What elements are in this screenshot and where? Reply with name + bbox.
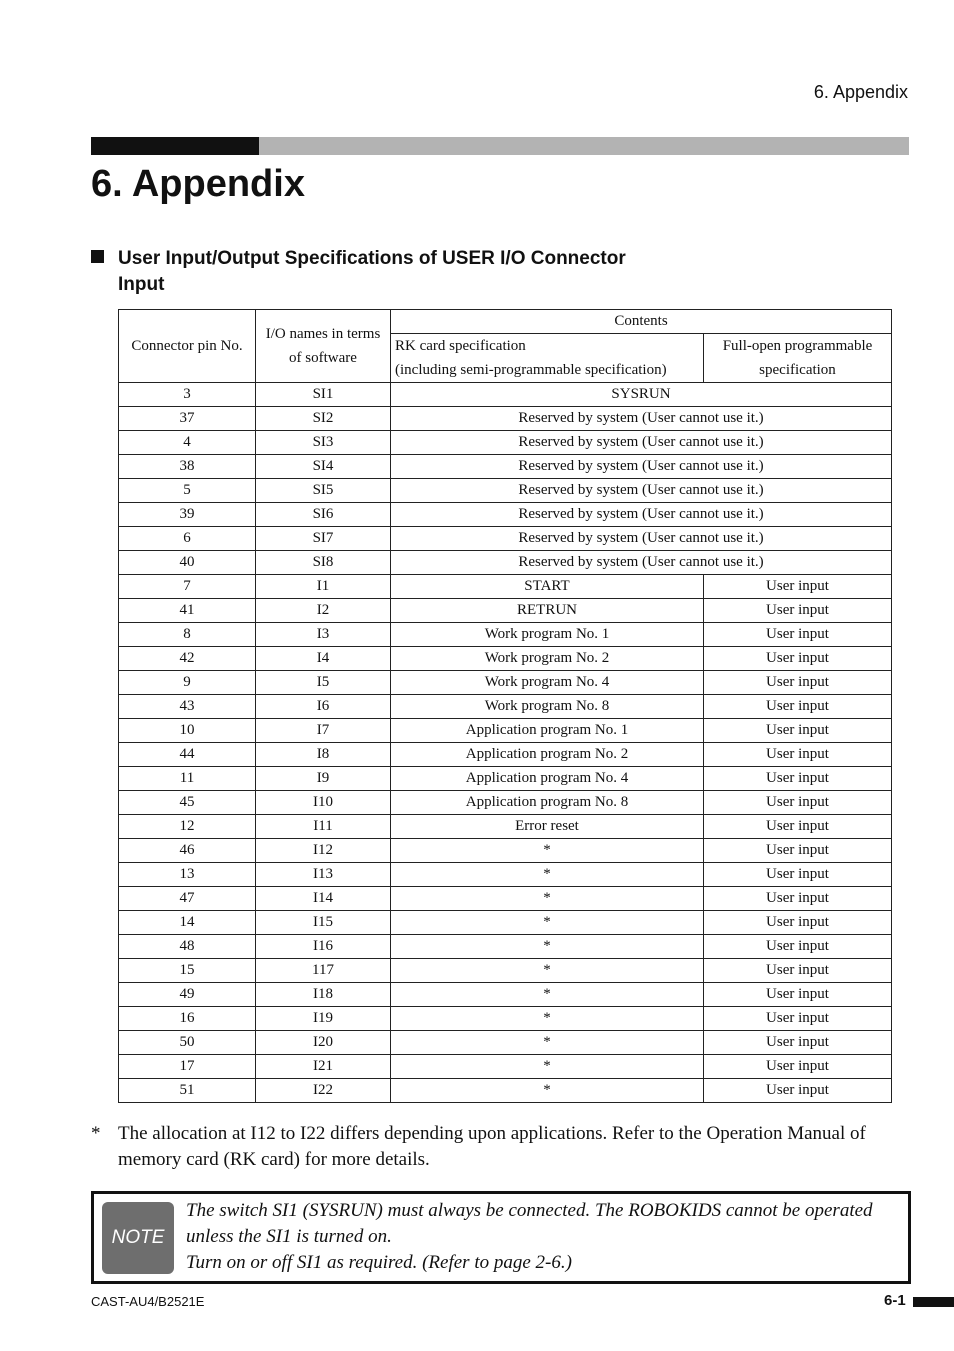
table-row xyxy=(119,983,892,1007)
cell-rk-spec: Work program No. 1 xyxy=(391,623,704,647)
cell-pin: 49 xyxy=(119,983,256,1007)
cell-io-name: I10 xyxy=(256,791,391,815)
cell-full-spec: User input xyxy=(704,863,892,887)
col-header-pin: Connector pin No. xyxy=(119,310,256,383)
cell-rk-spec: Reserved by system (User cannot use it.) xyxy=(391,407,892,431)
table-row xyxy=(119,1031,892,1055)
cell-pin: 42 xyxy=(119,647,256,671)
page-title: 6. Appendix xyxy=(91,163,305,205)
cell-full-spec: User input xyxy=(704,575,892,599)
note-text xyxy=(186,1198,900,1276)
cell-pin: 6 xyxy=(119,527,256,551)
cell-rk-spec: Reserved by system (User cannot use it.) xyxy=(391,431,892,455)
cell-pin: 47 xyxy=(119,887,256,911)
cell-pin: 11 xyxy=(119,767,256,791)
cell-pin: 14 xyxy=(119,911,256,935)
section-heading xyxy=(91,248,626,270)
cell-pin: 41 xyxy=(119,599,256,623)
cell-io-name: I12 xyxy=(256,839,391,863)
cell-full-spec: User input xyxy=(704,1079,892,1103)
cell-full-spec: User input xyxy=(704,935,892,959)
cell-rk-spec: SYSRUN xyxy=(391,383,892,407)
cell-rk-spec: Reserved by system (User cannot use it.) xyxy=(391,551,892,575)
footer-rule xyxy=(913,1297,954,1307)
cell-io-name: I18 xyxy=(256,983,391,1007)
cell-rk-spec: * xyxy=(391,911,704,935)
cell-rk-spec: * xyxy=(391,887,704,911)
cell-pin: 37 xyxy=(119,407,256,431)
cell-full-spec: User input xyxy=(704,695,892,719)
square-bullet-icon xyxy=(91,250,104,263)
running-header: 6. Appendix xyxy=(813,82,908,102)
col-header-rk-line2: (including semi-programmable specification) xyxy=(395,362,667,378)
table-row xyxy=(119,503,892,527)
cell-rk-spec: * xyxy=(391,959,704,983)
cell-rk-spec: Application program No. 2 xyxy=(391,743,704,767)
table-row xyxy=(119,911,892,935)
cell-full-spec: User input xyxy=(704,959,892,983)
cell-io-name: I22 xyxy=(256,1079,391,1103)
footnote-mark: * xyxy=(91,1123,101,1144)
cell-io-name: I15 xyxy=(256,911,391,935)
table-row xyxy=(119,383,892,407)
cell-io-name: I6 xyxy=(256,695,391,719)
cell-full-spec: User input xyxy=(704,887,892,911)
cell-io-name: SI5 xyxy=(256,479,391,503)
cell-rk-spec: * xyxy=(391,1031,704,1055)
cell-pin: 15 xyxy=(119,959,256,983)
cell-full-spec: User input xyxy=(704,791,892,815)
footnote-text: The allocation at I12 to I22 differs depending upon applications. Refer to the Operation Manual of memory card (RK card) for more details. xyxy=(118,1123,866,1170)
cell-rk-spec: * xyxy=(391,983,704,1007)
cell-io-name: SI1 xyxy=(256,383,391,407)
cell-full-spec: User input xyxy=(704,839,892,863)
cell-pin: 40 xyxy=(119,551,256,575)
cell-io-name: 117 xyxy=(256,959,391,983)
cell-rk-spec: * xyxy=(391,839,704,863)
table-row xyxy=(119,839,892,863)
cell-pin: 10 xyxy=(119,719,256,743)
table-row xyxy=(119,935,892,959)
table-row xyxy=(119,791,892,815)
col-header-rk xyxy=(391,334,704,383)
cell-io-name: I4 xyxy=(256,647,391,671)
table-row xyxy=(119,887,892,911)
cell-rk-spec: Reserved by system (User cannot use it.) xyxy=(391,479,892,503)
table-row xyxy=(119,815,892,839)
cell-rk-spec: * xyxy=(391,935,704,959)
cell-pin: 38 xyxy=(119,455,256,479)
cell-pin: 8 xyxy=(119,623,256,647)
cell-io-name: I16 xyxy=(256,935,391,959)
cell-io-name: I9 xyxy=(256,767,391,791)
table-row xyxy=(119,671,892,695)
cell-io-name: SI4 xyxy=(256,455,391,479)
col-header-contents: Contents xyxy=(391,310,892,334)
title-rule-accent xyxy=(91,137,259,155)
cell-io-name: I19 xyxy=(256,1007,391,1031)
table-row xyxy=(119,1079,892,1103)
cell-io-name: I21 xyxy=(256,1055,391,1079)
cell-rk-spec: Application program No. 8 xyxy=(391,791,704,815)
cell-rk-spec: * xyxy=(391,863,704,887)
cell-rk-spec: Work program No. 8 xyxy=(391,695,704,719)
cell-io-name: I11 xyxy=(256,815,391,839)
cell-io-name: I8 xyxy=(256,743,391,767)
cell-pin: 3 xyxy=(119,383,256,407)
cell-pin: 48 xyxy=(119,935,256,959)
table-row xyxy=(119,431,892,455)
note-box xyxy=(91,1191,911,1284)
cell-io-name: SI2 xyxy=(256,407,391,431)
cell-io-name: SI6 xyxy=(256,503,391,527)
cell-pin: 16 xyxy=(119,1007,256,1031)
cell-full-spec: User input xyxy=(704,911,892,935)
table-row xyxy=(119,767,892,791)
cell-pin: 45 xyxy=(119,791,256,815)
cell-rk-spec: Work program No. 4 xyxy=(391,671,704,695)
note-line-1: The switch SI1 (SYSRUN) must always be connected. The ROBOKIDS cannot be operated unless the SI1 is turned on. xyxy=(186,1200,873,1247)
table-row xyxy=(119,623,892,647)
cell-full-spec: User input xyxy=(704,1007,892,1031)
table-header xyxy=(119,310,892,383)
table-row xyxy=(119,863,892,887)
cell-io-name: SI8 xyxy=(256,551,391,575)
cell-full-spec: User input xyxy=(704,719,892,743)
cell-full-spec: User input xyxy=(704,1055,892,1079)
cell-pin: 39 xyxy=(119,503,256,527)
cell-rk-spec: * xyxy=(391,1079,704,1103)
cell-pin: 7 xyxy=(119,575,256,599)
table-row xyxy=(119,599,892,623)
cell-rk-spec: Error reset xyxy=(391,815,704,839)
cell-rk-spec: Reserved by system (User cannot use it.) xyxy=(391,527,892,551)
cell-full-spec: User input xyxy=(704,671,892,695)
table-row xyxy=(119,407,892,431)
cell-rk-spec: Reserved by system (User cannot use it.) xyxy=(391,455,892,479)
cell-pin: 43 xyxy=(119,695,256,719)
cell-rk-spec: START xyxy=(391,575,704,599)
note-line-2: Turn on or off SI1 as required. (Refer to page 2-6.) xyxy=(186,1252,572,1273)
table-row xyxy=(119,479,892,503)
table-row xyxy=(119,575,892,599)
cell-full-spec: User input xyxy=(704,623,892,647)
cell-pin: 44 xyxy=(119,743,256,767)
cell-pin: 5 xyxy=(119,479,256,503)
cell-full-spec: User input xyxy=(704,1031,892,1055)
cell-full-spec: User input xyxy=(704,767,892,791)
cell-io-name: SI3 xyxy=(256,431,391,455)
cell-rk-spec: RETRUN xyxy=(391,599,704,623)
cell-pin: 9 xyxy=(119,671,256,695)
cell-io-name: I7 xyxy=(256,719,391,743)
footnote xyxy=(91,1121,909,1173)
table-row xyxy=(119,527,892,551)
table-row xyxy=(119,695,892,719)
cell-rk-spec: * xyxy=(391,1055,704,1079)
cell-full-spec: User input xyxy=(704,983,892,1007)
cell-io-name: I5 xyxy=(256,671,391,695)
col-header-rk-line1: RK card specification xyxy=(395,338,526,354)
cell-rk-spec: Application program No. 4 xyxy=(391,767,704,791)
io-spec-table xyxy=(118,309,892,1103)
title-rule xyxy=(91,137,909,155)
cell-rk-spec: Reserved by system (User cannot use it.) xyxy=(391,503,892,527)
cell-pin: 12 xyxy=(119,815,256,839)
cell-rk-spec: Application program No. 1 xyxy=(391,719,704,743)
table-row xyxy=(119,551,892,575)
table-row xyxy=(119,719,892,743)
cell-io-name: I13 xyxy=(256,863,391,887)
col-header-io: I/O names in terms of software xyxy=(256,310,391,383)
cell-rk-spec: * xyxy=(391,1007,704,1031)
cell-pin: 51 xyxy=(119,1079,256,1103)
table-row xyxy=(119,1007,892,1031)
cell-pin: 46 xyxy=(119,839,256,863)
cell-pin: 13 xyxy=(119,863,256,887)
table-row xyxy=(119,959,892,983)
cell-io-name: I3 xyxy=(256,623,391,647)
cell-io-name: I1 xyxy=(256,575,391,599)
cell-rk-spec: Work program No. 2 xyxy=(391,647,704,671)
table-row xyxy=(119,1055,892,1079)
cell-pin: 17 xyxy=(119,1055,256,1079)
table-body xyxy=(119,383,892,1103)
cell-full-spec: User input xyxy=(704,815,892,839)
section-subheading: Input xyxy=(118,274,165,295)
cell-io-name: SI7 xyxy=(256,527,391,551)
cell-io-name: I20 xyxy=(256,1031,391,1055)
cell-full-spec: User input xyxy=(704,647,892,671)
cell-pin: 50 xyxy=(119,1031,256,1055)
table-row xyxy=(119,647,892,671)
doc-code: CAST-AU4/B2521E xyxy=(91,1294,205,1309)
col-header-full: Full-open programmable specification xyxy=(704,334,892,383)
note-badge-icon: NOTE xyxy=(102,1202,174,1274)
cell-io-name: I2 xyxy=(256,599,391,623)
section-heading-text: User Input/Output Specifications of USER I/O Connector xyxy=(118,248,626,269)
page-number: 6-1 xyxy=(884,1292,906,1309)
cell-full-spec: User input xyxy=(704,599,892,623)
table-row xyxy=(119,455,892,479)
table-row xyxy=(119,743,892,767)
cell-full-spec: User input xyxy=(704,743,892,767)
cell-io-name: I14 xyxy=(256,887,391,911)
cell-pin: 4 xyxy=(119,431,256,455)
